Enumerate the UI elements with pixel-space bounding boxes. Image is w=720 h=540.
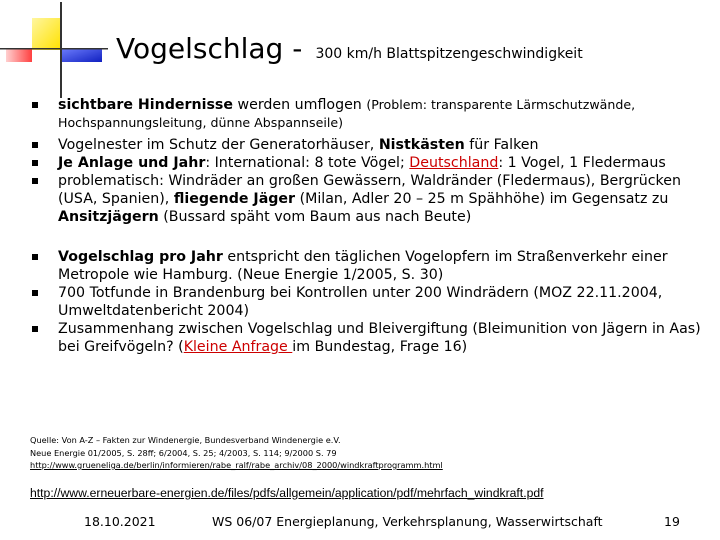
inline-link[interactable]: Deutschland <box>409 155 499 171</box>
bullet-square-icon <box>32 326 38 332</box>
bullet-text: sichtbare Hindernisse <box>58 97 233 113</box>
pdf-link[interactable]: http://www.erneuerbare-energien.de/files/pdfs/allgemein/application/pdf/mehrfach_windkraft.pdf <box>30 486 544 500</box>
bullet-item <box>32 248 712 284</box>
footer-page-number: 19 <box>664 514 680 529</box>
bullet-text: Nistkästen <box>378 137 465 153</box>
corner-decoration <box>0 0 110 100</box>
corner-decoration-graphic <box>0 0 110 100</box>
bullet-square-icon <box>32 142 38 148</box>
bullet-text: : 1 Vogel, 1 Fledermaus <box>498 155 666 171</box>
bullet-text: problematisch: Windräder an großen Gewässern, Waldränder (Fledermaus), Bergrücken (USA, Spanien), <box>58 173 681 207</box>
bullet-text: Zusammenhang zwischen Vogelschlag und Bleivergiftung (Bleimunition von Jägern in Aas) bei Greifvögeln? ( <box>58 321 701 355</box>
bullet-item <box>32 172 712 226</box>
bullet-text: für Falken <box>464 137 539 153</box>
footer-course: WS 06/07 Energieplanung, Verkehrsplanung, Wasserwirtschaft <box>212 514 603 529</box>
bullet-list <box>32 96 712 356</box>
bullet-text: im Bundestag, Frage 16) <box>292 339 468 355</box>
bullet-text: werden umflogen <box>232 97 367 113</box>
inline-link[interactable]: Kleine Anfrage <box>183 339 293 355</box>
bullet-text: Vogelnester im Schutz der Generatorhäuser, <box>58 137 379 153</box>
bullet-square-icon <box>32 102 38 108</box>
bullet-item <box>32 136 712 154</box>
bullet-text: entspricht den täglichen Vogelopfern im Straßenverkehr einer Metropole wie Hamburg. (Neue Energie 1/2005, S. 30) <box>58 249 668 283</box>
bullet-text: (Bussard späht vom Baum aus nach Beute) <box>158 209 472 225</box>
bullet-text: : International: 8 tote Vögel; <box>205 155 410 171</box>
bullet-text: fliegende Jäger <box>173 191 296 207</box>
bullet-text: Je Anlage und Jahr <box>58 155 206 171</box>
bullet-square-icon <box>32 160 38 166</box>
bullet-item <box>32 284 712 320</box>
bullet-item <box>32 96 712 132</box>
source-link[interactable]: http://www.grueneliga.de/berlin/informieren/rabe_ralf/rabe_archiv/08_2000/windkraftprogramm.html <box>30 460 443 470</box>
title-main: Vogelschlag - <box>116 32 303 65</box>
sources <box>30 434 443 472</box>
slide-title <box>116 32 583 65</box>
footer-date: 18.10.2021 <box>84 514 156 529</box>
bullet-square-icon <box>32 290 38 296</box>
source-line: Quelle: Von A-Z – Fakten zur Windenergie, Bundesverband Windenergie e.V. <box>30 435 341 445</box>
bullet-text: 700 Totfunde in Brandenburg bei Kontrollen unter 200 Windrädern (MOZ 22.11.2004, Umweltdatenbericht 2004) <box>58 285 663 319</box>
bullet-square-icon <box>32 254 38 260</box>
bullet-text: (Milan, Adler 20 – 25 m Spähhöhe) im Gegensatz zu <box>295 191 669 207</box>
bullet-text: Ansitzjägern <box>58 209 159 225</box>
title-subtitle: 300 km/h Blattspitzengeschwindigkeit <box>315 46 583 62</box>
bullet-square-icon <box>32 178 38 184</box>
bullet-item <box>32 154 712 172</box>
source-line: Neue Energie 01/2005, S. 28ff; 6/2004, S. 25; 4/2003, S. 114; 9/2000 S. 79 <box>30 447 337 458</box>
bullet-item <box>32 320 712 356</box>
bullet-text: Vogelschlag pro Jahr <box>58 249 223 265</box>
bullet-text: (Problem: transparente Lärmschutzwände, Hochspannungsleitung, dünne Abspannseile) <box>58 97 636 130</box>
